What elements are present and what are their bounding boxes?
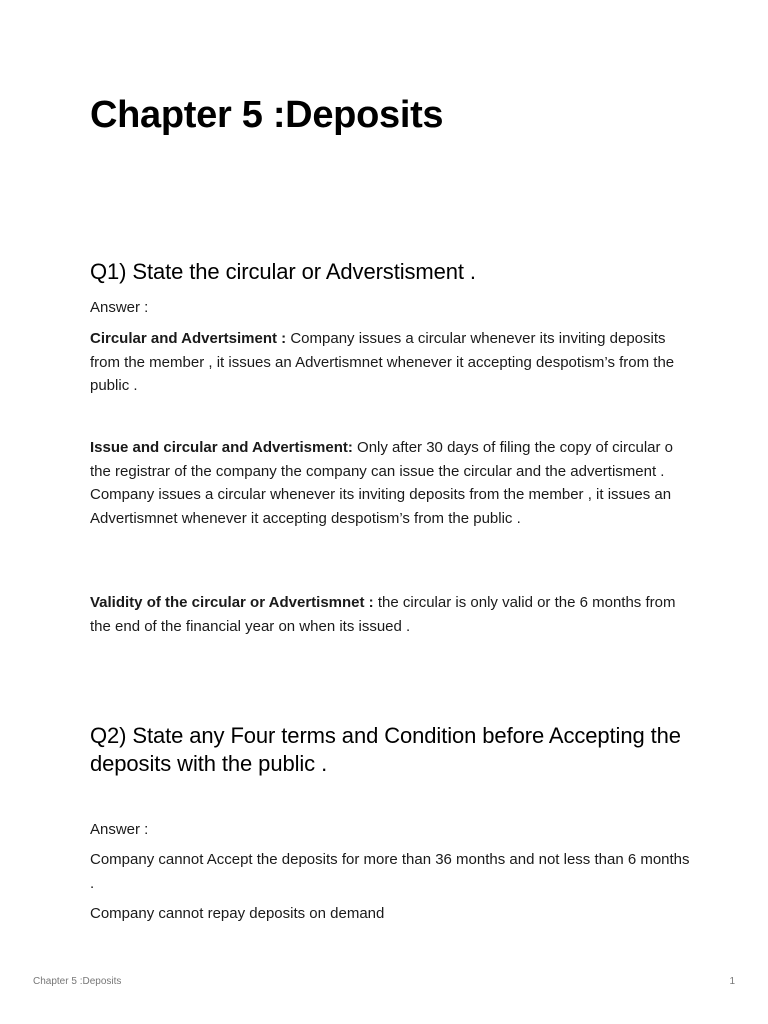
validity-text: the circular is only valid or the 6 months from the end of the financial year on when its issued . — [90, 594, 676, 635]
validity-lead: Validity of the circular or Advertismnet : — [90, 594, 374, 611]
issue-paragraph — [90, 436, 690, 530]
circular-lead: Circular and Advertsiment : — [90, 330, 287, 347]
term-item: Company cannot Accept the deposits for more than 36 months and not less than 6 months . — [90, 851, 690, 892]
question-1-heading: Q1) State the circular or Adverstisment . — [90, 259, 476, 284]
validity-paragraph — [90, 591, 690, 638]
circular-paragraph — [90, 327, 690, 398]
issue-text: Only after 30 days of filing the copy of circular o the registrar of the company the company can issue the circular and the advertisment . Company issues a circular whenever its inviting deposits from the member , it issues an Advertismnet whenever it accepting despotism’s from the public . — [90, 439, 674, 527]
question-2-answer-label: Answer : — [90, 821, 149, 838]
question-1-answer-label: Answer : — [90, 299, 149, 316]
circular-text: Company issues a circular whenever its inviting deposits from the member , it issues an Advertismnet whenever it accepting despotism’s from the public . — [90, 330, 675, 394]
footer-page-number: 1 — [729, 976, 735, 987]
footer-title: Chapter 5 :Deposits — [33, 976, 122, 987]
page-title: Chapter 5 :Deposits — [90, 94, 444, 136]
issue-lead: Issue and circular and Advertisment: — [90, 439, 353, 456]
term-item: Company cannot repay deposits on demand — [90, 905, 385, 922]
question-2-heading: Q2) State any Four terms and Condition before Accepting the deposits with the public . — [90, 723, 681, 776]
